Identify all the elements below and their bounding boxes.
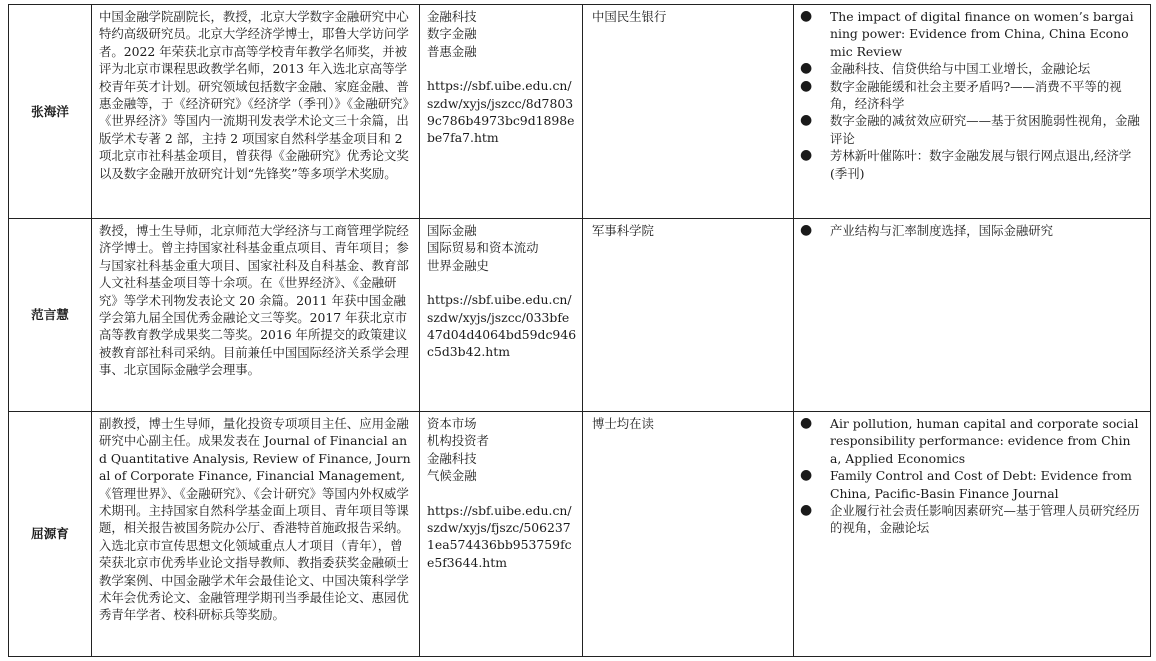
research-field: 金融科技: [427, 9, 477, 24]
publication-title: Family Control and Cost of Debt: Evidence from China, Pacific-Basin Finance Journal: [830, 468, 1132, 501]
bullet-icon: ●: [800, 502, 813, 519]
bullet-icon: ●: [800, 8, 813, 24]
faculty-bio: 中国金融学院副院长，教授，北京大学数字金融研究中心特约高级研究员。北京大学经济学博士，耶鲁大学访问学者。2022 年荣获北京市高等学校青年教学名师奖，并被评为北京市课程思政教学名师，2013 年入选北京高等学校青年英才计划。研究领域包括数字金融、家庭金融、普惠金融等，于《经济研究》《经济学（季刊）》《金融研究》《世界经济》等国内一流期刊发表学术论文三十余篇，出版学术专著 2 部，主持 2 项国家自然科学基金项目和 2 项北京市社科基金项目，曾获得《金融研究》优秀论文奖以及数字金融开放研究计划“先锋奖”等多项学术奖励。: [92, 5, 420, 219]
bullet-icon: ●: [800, 467, 813, 484]
bullet-icon: ●: [800, 60, 813, 77]
faculty-name: 张海洋: [9, 5, 92, 219]
list-item: [798, 222, 1140, 239]
list-item: [798, 415, 1140, 467]
research-field: 世界金融史: [427, 257, 489, 273]
graduate-destination: 博士均在读: [583, 412, 794, 657]
publication-title: 企业履行社会责任影响因素研究—基于管理人员研究经历的视角，金融论坛: [830, 503, 1140, 536]
publication-list: [798, 222, 1140, 239]
list-item: [798, 112, 1140, 147]
research-field: 机构投资者: [427, 433, 489, 449]
faculty-name: 范言慧: [9, 219, 92, 412]
research-fields-cell: [420, 219, 583, 412]
publication-title: 数字金融的减贫效应研究——基于贫困脆弱性视角，金融评论: [830, 113, 1140, 146]
faculty-bio: 副教授，博士生导师，量化投资专项项目主任、应用金融研究中心副主任。成果发表在 Journal of Financial and Quantitative Analysis, Review of Finance, Journal of Corporate Finance, Financial Management, 《管理世界》、《金融研究》、《会计研究》等国内外权威学术期刊。主持国家自然科学基金面上项目、青年项目等课题，相关报告被国务院办公厅、香港特首施政报告采纳。入选北京市宣传思想文化领域重点人才项目（青年），曾荣获北京市优秀毕业论文指导教师、教指委获奖金融硕士教学案例、中国金融学术年会最佳论文、中国决策科学学术年会优秀论文、金融管理学期刊当季最佳论文、惠园优秀青年学者、校科研标兵等奖励。: [92, 412, 420, 657]
research-field: 国际金融: [427, 223, 477, 238]
list-item: [798, 147, 1140, 182]
research-field: 金融科技: [427, 450, 477, 466]
profile-link[interactable]: https://sbf.uibe.edu.cn/szdw/xyjs/jszcc/8d78039c786b4973bc9d1898ebe7fa7.htm: [427, 78, 575, 146]
graduate-destination: 中国民生银行: [583, 5, 794, 219]
list-item: [798, 60, 1140, 77]
research-field: 数字金融: [427, 26, 477, 42]
publication-title: Air pollution, human capital and corporate social responsibility performance: evidence from China, Applied Economics: [830, 416, 1139, 466]
bullet-icon: ●: [800, 222, 813, 238]
profile-link[interactable]: https://sbf.uibe.edu.cn/szdw/xyjs/jszcc/033bfe47d04d4064bd59dc946c5d3b42.htm: [427, 292, 577, 360]
list-item: [798, 502, 1140, 537]
publication-title: 数字金融能缓和社会主要矛盾吗?——消费不平等的视角，经济科学: [830, 78, 1122, 112]
publication-title: 金融科技、信贷供给与中国工业增长，金融论坛: [830, 61, 1091, 77]
table-row: [9, 219, 1151, 412]
research-field: 普惠金融: [427, 43, 477, 59]
bullet-icon: ●: [800, 415, 813, 431]
publication-title: 芳林新叶催陈叶：数字金融发展与银行网点退出,经济学(季刊): [830, 148, 1132, 181]
faculty-name: 屈源育: [9, 412, 92, 657]
bullet-icon: ●: [800, 112, 813, 129]
profile-link[interactable]: https://sbf.uibe.edu.cn/szdw/xyjs/fjszc/5062371ea574436bb953759fce5f3644.htm: [427, 502, 572, 570]
research-fields-cell: [420, 412, 583, 657]
research-field: 资本市场: [427, 416, 477, 431]
publications-cell: [794, 219, 1151, 412]
list-item: [798, 467, 1140, 502]
bullet-icon: ●: [800, 77, 813, 94]
publications-cell: [794, 5, 1151, 219]
publication-list: [798, 8, 1140, 182]
publications-cell: [794, 412, 1151, 657]
publication-title: The impact of digital finance on women’s bargaining power: Evidence from China, China Economic Review: [830, 9, 1134, 59]
research-fields-cell: [420, 5, 583, 219]
publication-title: 产业结构与汇率制度选择，国际金融研究: [830, 223, 1054, 238]
table-row: [9, 412, 1151, 657]
table-row: [9, 5, 1151, 219]
faculty-table: [8, 4, 1151, 657]
bullet-icon: ●: [800, 147, 813, 164]
research-field: 气候金融: [427, 468, 477, 484]
graduate-destination: 军事科学院: [583, 219, 794, 412]
research-field: 国际贸易和资本流动: [427, 240, 539, 256]
faculty-table-body: [9, 5, 1151, 657]
list-item: [798, 8, 1140, 60]
publication-list: [798, 415, 1140, 537]
list-item: [798, 78, 1140, 113]
faculty-bio: 教授，博士生导师，北京师范大学经济与工商管理学院经济学博士。曾主持国家社科基金重点项目、青年项目；参与国家社科基金重大项目、国家社科及自科基金、教育部人文社科基金项目等十余项。在《世界经济》、《金融研究》等学术刊物发表论文 20 余篇。2011 年获中国金融学会第九届全国优秀金融论文三等奖。2017 年获北京市高等教育教学成果奖二等奖。2016 年所提交的政策建议被教育部社科司采纳。目前兼任中国国际经济关系学会理事、北京国际金融学会理事。: [92, 219, 420, 412]
